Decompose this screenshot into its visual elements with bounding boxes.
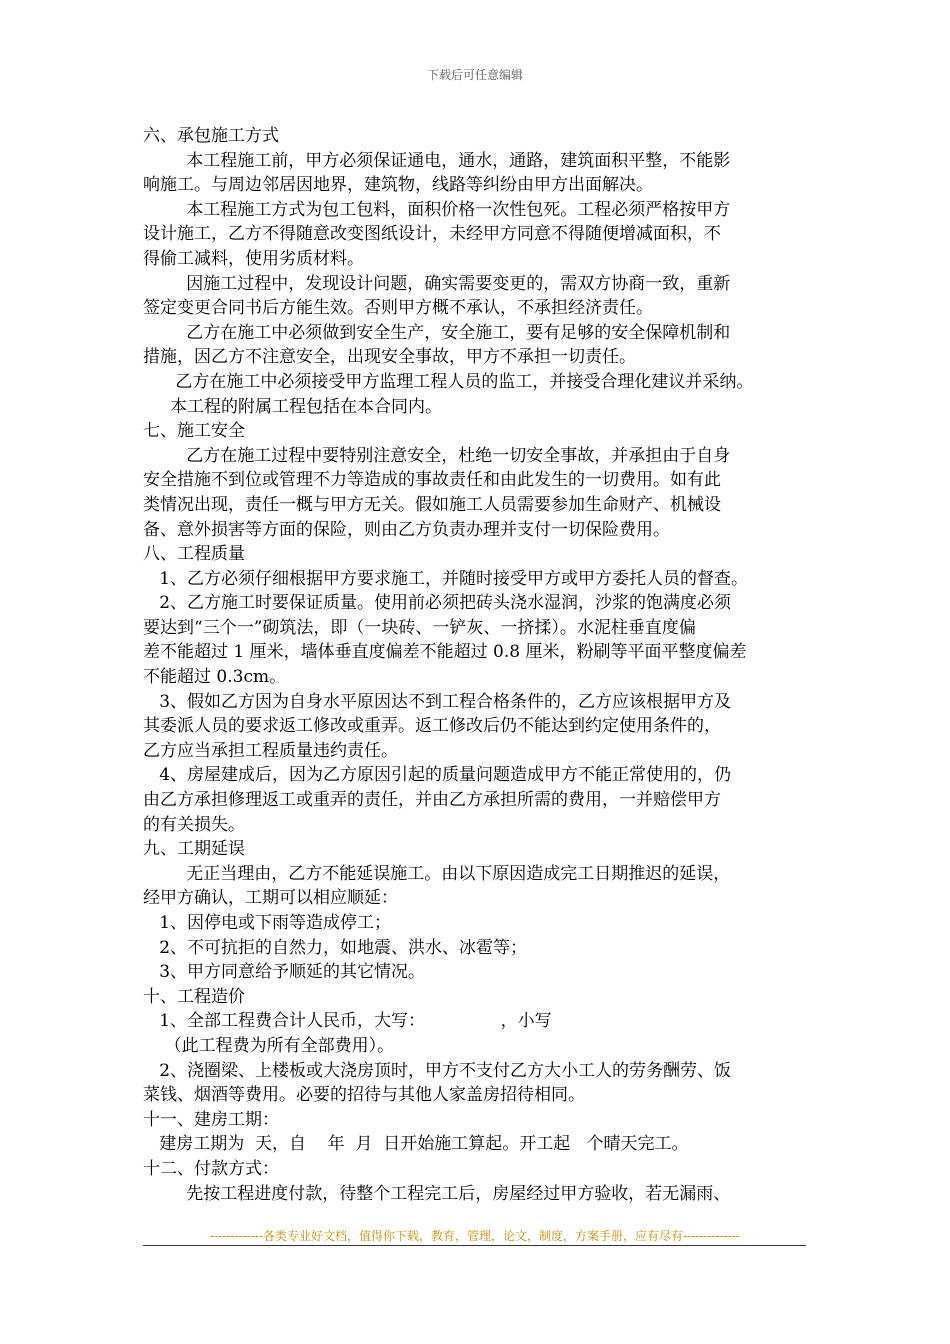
section-heading: 八、工程质量 xyxy=(143,544,245,565)
text-line: 本工程施工前，甲方必须保证通电，通水，通路，建筑面积平整，不能影 xyxy=(143,150,731,171)
page-footer-note: -------------各类专业好文档，值得你下载，教育，管理，论文，制度，方案手册，应有尽有-------------- xyxy=(210,1229,740,1243)
text-line: 3、甲方同意给予顺延的其它情况。 xyxy=(143,962,426,983)
text-line: 不能超过 0.3cm。 xyxy=(143,667,287,688)
text-line: 先按工程进度付款，待整个工程完工后，房屋经过甲方验收，若无漏雨、 xyxy=(143,1183,731,1204)
text-line: 无正当理由，乙方不能延误施工。由以下原因造成完工日期推迟的延误， xyxy=(143,863,731,884)
text-line: 1、因停电或下雨等造成停工； xyxy=(143,913,392,933)
text-line: 安全措施不到位或管理不力等造成的事故责任和由此发生的一切费用。如有此 xyxy=(143,470,721,491)
text-line: 本工程施工方式为包工包料，面积价格一次性包死。工程必须严格按甲方 xyxy=(143,199,731,220)
text-line: 因施工过程中，发现设计问题，确实需要变更的，需双方协商一致，重新 xyxy=(143,273,731,294)
text-line: 本工程的附属工程包括在本合同内。 xyxy=(143,396,443,417)
text-line: 乙方应当承担工程质量违约责任。 xyxy=(143,740,398,761)
page-header-note: 下载后可任意编辑 xyxy=(426,68,523,82)
section-heading: 九、工期延误 xyxy=(143,839,245,860)
text-line: 要达到“三个一”砌筑法，即（一块砖、一铲灰、一挤揉）。水泥柱垂直度偏 xyxy=(143,617,696,638)
text-line: 建房工期为 天，自 年 月 日开始施工算起。开工起 个晴天完工。 xyxy=(143,1134,689,1155)
text-line: 1、乙方必须仔细根据甲方要求施工，并随时接受甲方或甲方委托人员的督查。 xyxy=(143,568,749,589)
text-line: 菜钱、烟酒等费用。必要的招待与其他人家盖房招待相同。 xyxy=(143,1085,585,1106)
text-line: 的有关损失。 xyxy=(143,814,245,835)
section-heading: 七、施工安全 xyxy=(143,421,245,442)
text-line: 2、不可抗拒的自然力，如地震、洪水、冰雹等； xyxy=(143,937,528,958)
footer-divider xyxy=(143,1245,806,1246)
text-line: 措施，因乙方不注意安全，出现安全事故，甲方不承担一切责任。 xyxy=(143,347,636,368)
text-line: 签定变更合同书后方能生效。否则甲方概不承认，不承担经济责任。 xyxy=(143,298,653,319)
section-heading: 十二、付款方式： xyxy=(143,1158,279,1179)
text-line: 其委派人员的要求返工修改或重弄。返工修改后仍不能达到约定使用条件的， xyxy=(143,716,721,737)
text-line: 类情况出现，责任一概与甲方无关。假如施工人员需要参加生命财产、机械设 xyxy=(143,494,721,515)
text-line: 乙方在施工过程中要特别注意安全，杜绝一切安全事故，并承担由于自身 xyxy=(143,445,731,466)
section-heading: 六、承包施工方式 xyxy=(143,126,279,146)
text-line: 乙方在施工中必须做到安全生产，安全施工，要有足够的安全保障机制和 xyxy=(143,322,731,343)
text-line: 乙方在施工中必须接受甲方监理工程人员的监工，并接受合理化建议并采纳。 xyxy=(143,371,754,392)
text-line: 2、乙方施工时要保证质量。使用前必须把砖头浇水湿润，沙浆的饱满度必须 xyxy=(143,593,732,614)
text-line: 1、全部工程费合计人民币，大写： ，小写 xyxy=(143,1011,552,1032)
text-line: 备、意外损害等方面的保险，则由乙方负责办理并支付一切保险费用。 xyxy=(143,519,670,540)
text-line: 设计施工，乙方不得随意改变图纸设计，未经甲方同意不得随便增减面积，不 xyxy=(143,224,721,245)
text-line: 差不能超过 1 厘米，墙体垂直度偏差不能超过 0.8 厘米，粉刷等平面平整度偏差 xyxy=(143,642,747,663)
section-heading: 十一、建房工期： xyxy=(143,1109,279,1130)
text-line: 响施工。与周边邻居因地界，建筑物，线路等纠纷由甲方出面解决。 xyxy=(143,175,653,196)
text-line: （此工程费为所有全部费用）。 xyxy=(143,1035,395,1056)
text-line: 2、浇圈梁、上楼板或大浇房顶时，甲方不支付乙方大小工人的劳务酬劳、饭 xyxy=(143,1060,732,1081)
document-body xyxy=(143,124,818,1206)
text-line: 得偷工减料，使用劣质材料。 xyxy=(143,248,364,269)
text-line: 3、假如乙方因为自身水平原因达不到工程合格条件的，乙方应该根据甲方及 xyxy=(143,691,732,712)
text-line: 4、房屋建成后，因为乙方原因引起的质量问题造成甲方不能正常使用的，仍 xyxy=(143,765,732,786)
section-heading: 十、工程造价 xyxy=(143,986,245,1007)
text-line: 经甲方确认，工期可以相应顺延： xyxy=(143,888,398,909)
text-line: 由乙方承担修理返工或重弄的责任，并由乙方承担所需的费用，一并赔偿甲方 xyxy=(143,790,721,811)
